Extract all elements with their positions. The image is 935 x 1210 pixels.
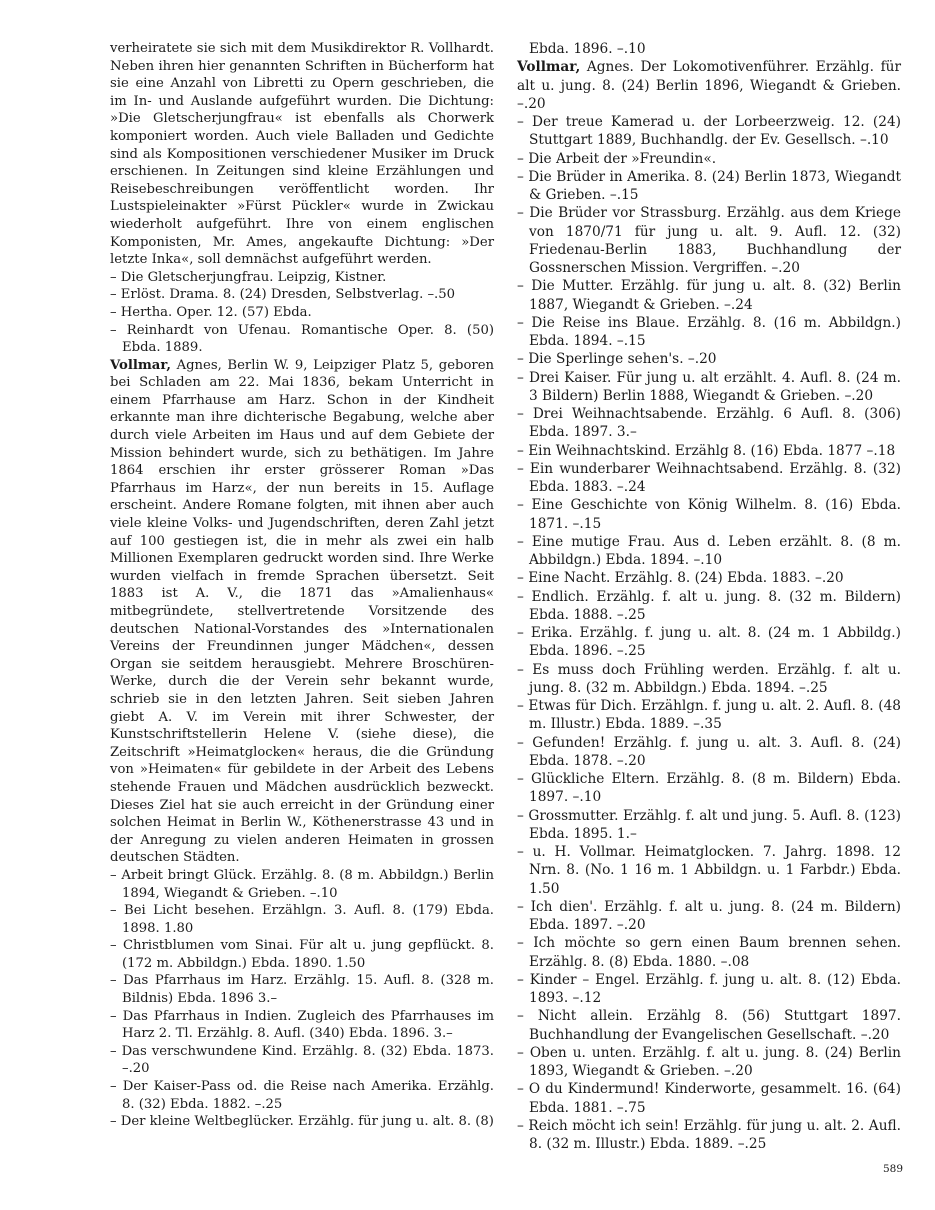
lead-entry	[517, 58, 901, 113]
work-entry: – Erika. Erzählg. f. jung u. alt. 8. (24 m. 1 Abbildg.) Ebda. 1896. –.25	[517, 625, 901, 660]
lead-text: Agnes. Der Lokomotivenführer. Erzählg. für alt u. jung. 8. (24) Berlin 1896, Wiegandt & Grieben. –.20	[517, 59, 901, 112]
work-entry: – Etwas für Dich. Erzählgn. f. jung u. alt. 2. Aufl. 8. (48 m. Illustr.) Ebda. 1889. –.35	[517, 698, 901, 733]
work-entry: – Reich möcht ich sein! Erzählg. für jung u. alt. 2. Aufl. 8. (32 m. Illustr.) Ebda. 1889. –.25	[517, 1117, 901, 1152]
work-entry: – Bei Licht besehen. Erzählgn. 3. Aufl. 8. (179) Ebda. 1898. 1.80	[110, 903, 494, 936]
carryover-line: Ebda. 1896. –.10	[529, 41, 646, 57]
work-entry: – Die Brüder in Amerika. 8. (24) Berlin 1873, Wiegandt & Grieben. –.15	[517, 168, 901, 203]
right-column	[517, 40, 901, 1153]
work-entry: – Die Brüder vor Strassburg. Erzählg. aus dem Kriege von 1870/71 für jung u. alt. 9. Aufl. 12. (32) Friedenau-Berlin 1883, Buchhandlung der Gossnerschen Mission. Vergriffen. –.20	[517, 205, 901, 276]
work-entry: – O du Kindermund! Kinderworte, gesammelt. 16. (64) Ebda. 1881. –.75	[517, 1081, 901, 1116]
work-entry: – Die Mutter. Erzählg. für jung u. alt. 8. (32) Berlin 1887, Wiegandt & Grieben. –.24	[517, 278, 901, 313]
work-entry: – Gefunden! Erzählg. f. jung u. alt. 3. Aufl. 8. (24) Ebda. 1878. –.20	[517, 734, 901, 769]
work-entry: – Oben u. unten. Erzählg. f. alt u. jung. 8. (24) Berlin 1893, Wiegandt & Grieben. –.20	[517, 1044, 901, 1079]
work-entry: – Es muss doch Frühling werden. Erzählg. f. alt u. jung. 8. (32 m. Abbildgn.) Ebda. 1894. –.25	[517, 661, 901, 696]
author-name: Vollmar,	[110, 357, 171, 373]
work-entry: – Das verschwundene Kind. Erzählg. 8. (32) Ebda. 1873. –.20	[110, 1043, 494, 1077]
work-entry: – Die Sperlinge sehen's. –.20	[517, 351, 717, 368]
work-entry: – Drei Weihnachtsabende. Erzählg. 6 Aufl. 8. (306) Ebda. 1897. 3.–	[517, 406, 901, 441]
work-entry: – Das Pfarrhaus im Harz. Erzählg. 15. Aufl. 8. (328 m. Bildnis) Ebda. 1896 3.–	[110, 973, 494, 1007]
work-entry: – Ich dien'. Erzählg. f. alt u. jung. 8. (24 m. Bildern) Ebda. 1897. –.20	[517, 898, 901, 933]
work-entry: – Der kleine Weltbeglücker. Erzählg. für jung u. alt. 8. (8)	[110, 1114, 494, 1130]
work-entry: – Reinhardt von Ufenau. Romantische Oper. 8. (50) Ebda. 1889.	[110, 322, 494, 356]
work-entry: – Das Pfarrhaus in Indien. Zugleich des Pfarrhauses im Harz 2. Tl. Erzählg. 8. Aufl. (340) Ebda. 1896. 3.–	[110, 1008, 494, 1042]
work-entry: – Hertha. Oper. 12. (57) Ebda.	[110, 304, 312, 320]
work-entry: – Erlöst. Drama. 8. (24) Dresden, Selbstverlag. –.50	[110, 287, 456, 303]
work-entry: – Ein wunderbarer Weihnachtsabend. Erzählg. 8. (32) Ebda. 1883. –.24	[517, 460, 901, 495]
work-entry: – Grossmutter. Erzählg. f. alt und jung. 5. Aufl. 8. (123) Ebda. 1895. 1.–	[517, 807, 901, 842]
work-entry: – Ich möchte so gern einen Baum brennen sehen. Erzählg. 8. (8) Ebda. 1880. –.08	[517, 935, 901, 970]
work-entry: – Christblumen vom Sinai. Für alt u. jung gepflückt. 8. (172 m. Abbildgn.) Ebda. 1890. 1.50	[110, 938, 494, 971]
work-entry: – Kinder – Engel. Erzählg. f. jung u. alt. 8. (12) Ebda. 1893. –.12	[517, 971, 901, 1006]
work-entry: – Ein Weihnachtskind. Erzählg 8. (16) Ebda. 1877 –.18	[517, 442, 896, 459]
work-entry: – Eine mutige Frau. Aus d. Leben erzählt. 8. (8 m. Abbildgn.) Ebda. 1894. –.10	[517, 533, 901, 568]
work-entry: – Die Gletscherjungfrau. Leipzig, Kistner.	[110, 269, 387, 285]
work-entry: – Arbeit bringt Glück. Erzählg. 8. (8 m. Abbildgn.) Berlin 1894, Wiegandt & Grieben. –.10	[110, 867, 494, 901]
work-entry: – Nicht allein. Erzählg 8. (56) Stuttgart 1897. Buchhandlung der Evangelischen Gesellschaft. –.20	[517, 1008, 901, 1043]
page-number: 589	[883, 1163, 904, 1175]
work-entry: – Die Reise ins Blaue. Erzählg. 8. (16 m. Abbildgn.) Ebda. 1894. –.15	[517, 314, 901, 349]
left-column	[110, 40, 494, 1131]
work-entry: – Drei Kaiser. Für jung u. alt erzählt. 4. Aufl. 8. (24 m. 3 Bildern) Berlin 1888, Wiegandt & Grieben. –.20	[517, 369, 901, 404]
work-entry: – Der treue Kamerad u. der Lorbeerzweig. 12. (24) Stuttgart 1889, Buchhandlg. der Ev. Gesellsch. –.10	[517, 114, 901, 149]
work-entry: – Eine Geschichte von König Wilhelm. 8. (16) Ebda. 1871. –.15	[517, 497, 901, 532]
work-entry: – Endlich. Erzählg. f. alt u. jung. 8. (32 m. Bildern) Ebda. 1888. –.25	[517, 588, 901, 623]
bio-text: Agnes, Berlin W. 9, Leipziger Platz 5, geboren bei Schladen am 22. Mai 1836, bekam Unterricht in einem Pfarrhause am Harz. Schon in der Kindheit erkannte man ihre dichterische Begabung, welche aber durch viele Arbeiten im Haus und auf dem Gebiete der Mission behindert wurde, sich zu bethätigen. Im Jahre 1864 erschien ihr erster grösserer Roman »Das Pfarrhaus im Harz«, der nun bereits in 15. Auflage erscheint. Andere Romane folgten, mit ihnen aber auch viele kleine Volks- und Jugendschriften, deren Zahl jetzt auf 100 gestiegen ist, die in mehr als zwei ein halb Millionen Exemplaren gedruckt worden sind. Ihre Werke wurden vielfach in fremde Sprachen übersetzt. Seit 1883 ist A. V., die 1871 das »Amalienhaus« mitbegründete, stellvertretende Vorsitzende des deutschen National-Vorstandes des »Internationalen Vereins der Freundinnen junger Mädchen«, dessen Organ sie seitdem herausgiebt. Mehrere Broschüren-Werke, durch die der Verein sehr bekannt wurde, schrieb sie in den letzten Jahren. Seit sieben Jahren giebt A. V. im Verein mit ihrer Schwester, der Kunstschriftstellerin Helene V. (siehe diese), die Zeitschrift »Heimatglocken« heraus, die die Gründung von »Heimaten« für gebildete in der Arbeit des Lebens stehende Frauen und Mädchen ausdrücklich bezweckt. Dieses Ziel hat sie auch erreicht in der Gründung einer solchen Heimat in Berlin W., Köthenerstrasse 43 und in der Anregung zu vielen anderen Heimaten in grossen deutschen Städten.	[110, 357, 494, 866]
author-name: Vollmar,	[517, 59, 581, 76]
intro-paragraph: verheiratete sie sich mit dem Musikdirektor R. Vollhardt. Neben ihren hier genannten Schriften in Bücherform hat sie eine Anzahl von Libretti zu Opern geschrieben, die im In- und Auslande aufgeführt wurden. Die Dichtung: »Die Gletscherjungfrau« ist ebenfalls als Chorwerk komponiert worden. Auch viele Balladen und Gedichte sind als Kompositionen verschiedener Musiker im Druck erschienen. In Zeitungen sind kleine Erzählungen und Reisebeschreibungen veröffentlicht worden. Ihr Lustspieleinakter »Fürst Pückler« wurde in Zwickau wiederholt aufgeführt. Ihre von einem englischen Komponisten, Mr. Ames, angekaufte Dichtung: »Der letzte Inka«, soll demnächst aufgeführt werden.	[110, 41, 494, 268]
bio-entry	[110, 357, 494, 867]
work-entry: – Glückliche Eltern. Erzählg. 8. (8 m. Bildern) Ebda. 1897. –.10	[517, 771, 901, 806]
work-entry: – Die Arbeit der »Freundin«.	[517, 150, 717, 167]
work-entry: – u. H. Vollmar. Heimatglocken. 7. Jahrg. 1898. 12 Nrn. 8. (No. 1 16 m. 1 Abbildgn. u. 1 Farbdr.) Ebda. 1.50	[517, 844, 901, 897]
work-entry: – Eine Nacht. Erzählg. 8. (24) Ebda. 1883. –.20	[517, 570, 844, 587]
work-entry: – Der Kaiser-Pass od. die Reise nach Amerika. Erzählg. 8. (32) Ebda. 1882. –.25	[110, 1079, 494, 1112]
